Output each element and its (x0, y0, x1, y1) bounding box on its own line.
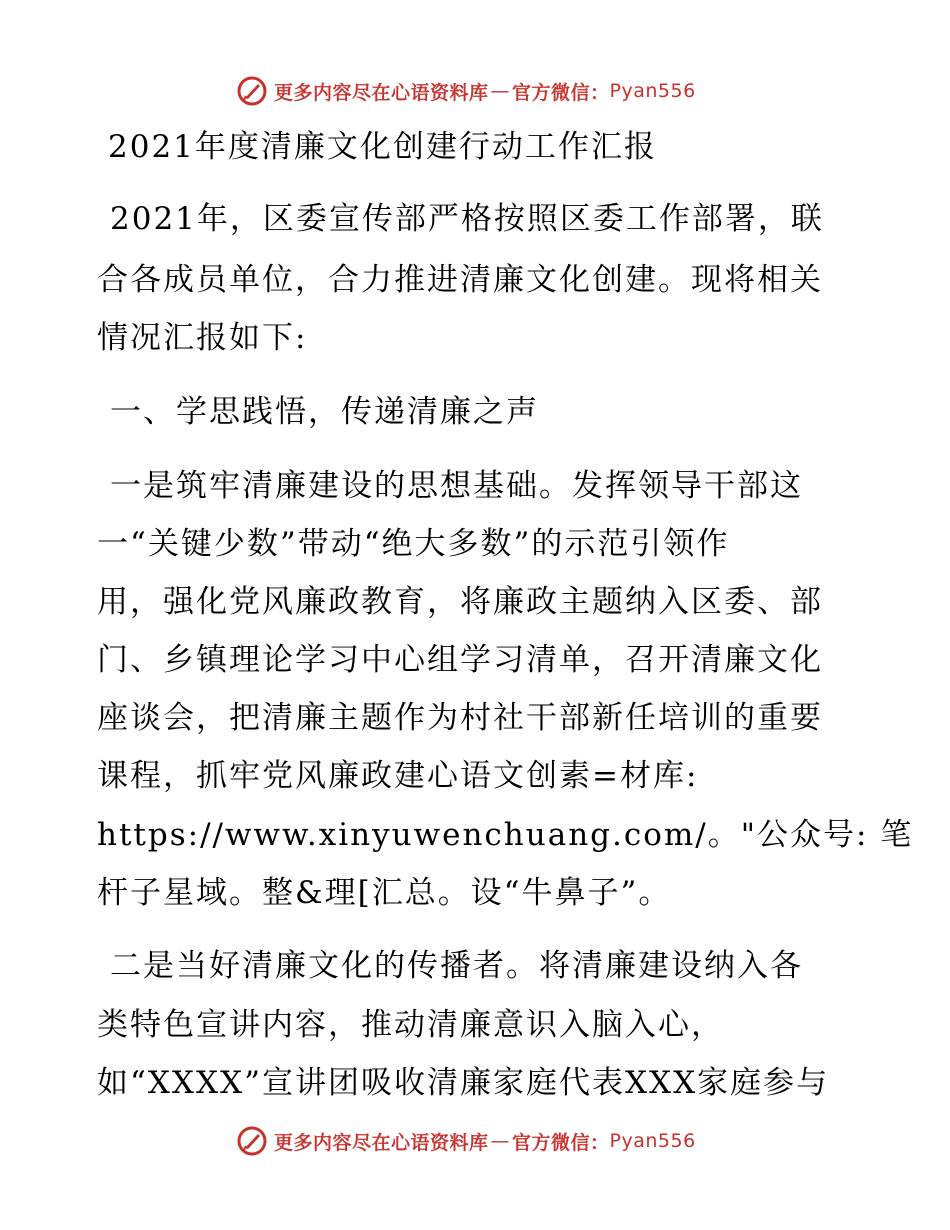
watermark-header (236, 74, 696, 108)
para-1-line: 用，强化党风廉政教育，将廉政主题纳入区委、部 (97, 584, 823, 620)
watermark-account: Pyan556 (609, 1130, 696, 1152)
para-1-line: https://www.xinyuwenchuang.com/。"公众号: 笔 (97, 817, 914, 853)
watermark-main-text: 更多内容尽在心语资料库 (274, 81, 489, 104)
watermark-footer (236, 1124, 696, 1158)
watermark-label: 官方微信： (512, 1131, 610, 1154)
para-1-line: 课程，抓牢党风廉政建心语文创素=材库: (97, 758, 699, 794)
para-1-line: 一“关键少数”带动“绝大多数”的示范引领作 (97, 526, 730, 562)
feather-pen-logo-icon (236, 75, 268, 107)
para-1-line: 座谈会，把清廉主题作为村社干部新任培训的重要 (97, 700, 823, 736)
para-1-line: 杆子星域。整&理[汇总。设“牛鼻子”。 (97, 875, 672, 911)
watermark-account: Pyan556 (609, 80, 696, 102)
watermark-label: 官方微信： (512, 81, 610, 104)
para-1-line: 一是筑牢清廉建设的思想基础。发挥领导干部这 (110, 468, 803, 504)
para-2-line: 如“XXXX”宣讲团吸收清廉家庭代表XXX家庭参与 (97, 1065, 830, 1101)
document-title: 2021年度清廉文化创建行动工作汇报 (108, 129, 657, 165)
intro-line: 2021年，区委宣传部严格按照区委工作部署，联 (110, 201, 824, 237)
watermark-main-text: 更多内容尽在心语资料库 (274, 1131, 489, 1154)
watermark-separator: — (490, 1130, 511, 1152)
para-2-line: 二是当好清廉文化的传播者。将清廉建设纳入各 (110, 948, 803, 984)
watermark-separator: — (490, 80, 511, 102)
para-2-line: 类特色宣讲内容，推动清廉意识入脑入心， (97, 1007, 724, 1043)
feather-pen-logo-icon (236, 1125, 268, 1157)
section-1-heading: 一、学思践悟，传递清廉之声 (110, 394, 539, 430)
intro-line: 合各成员单位，合力推进清廉文化创建。现将相关 (97, 262, 823, 298)
intro-line: 情况汇报如下: (97, 320, 308, 356)
para-1-line: 门、乡镇理论学习中心组学习清单，召开清廉文化 (97, 642, 823, 678)
